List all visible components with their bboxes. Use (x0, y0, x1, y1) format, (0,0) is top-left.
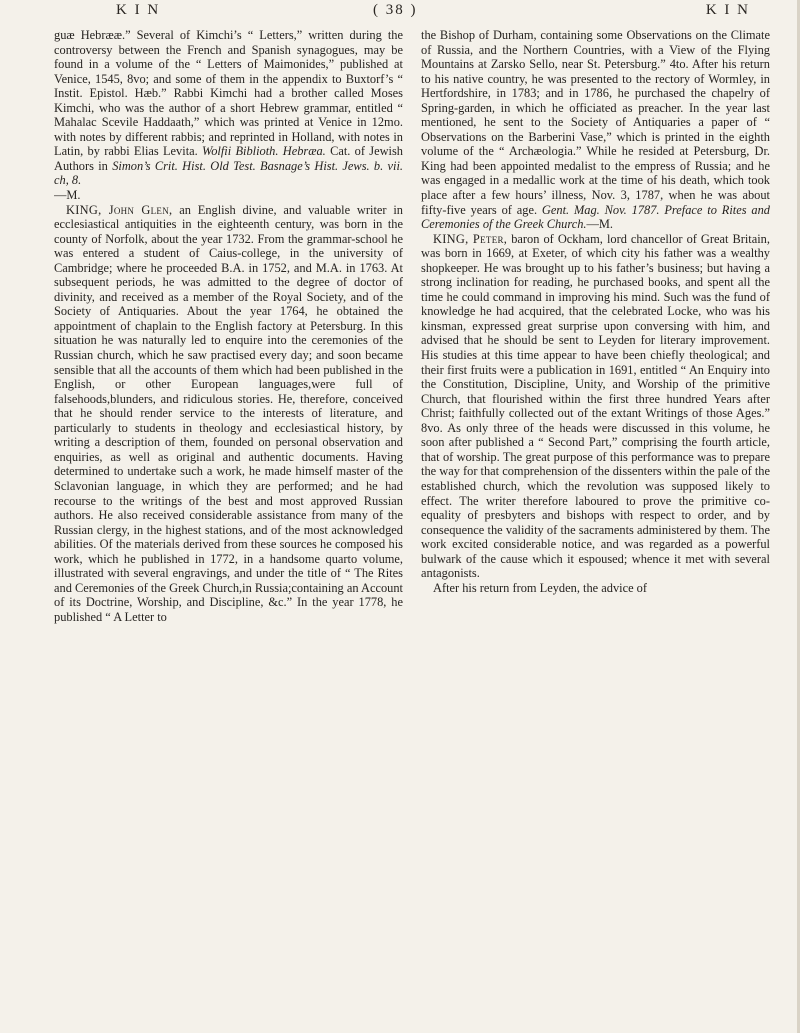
left-column (54, 28, 403, 1028)
text-columns (54, 28, 770, 1028)
kimchi-citation: Wolfii Biblioth. Hebræa. (202, 144, 326, 159)
page-number: ( 38 ) (373, 2, 418, 18)
king-peter-entry (421, 232, 770, 581)
running-head-left: K I N (116, 2, 161, 18)
king-john-glen-citation: Gent. Mag. Nov. 1787. Preface to Rites and Ceremonies of the Greek Church. (421, 202, 770, 232)
running-head (60, 2, 760, 24)
king-peter-continued-text: After his return from Leyden, the advice of (433, 580, 647, 595)
king-john-glen-continued (421, 28, 770, 232)
running-head-right: K I N (705, 2, 750, 18)
kimchi-entry-text: guæ Hebrææ.” Several of Kimchi’s “ Letters,” written during the controversy between the French and Spanish synagogues, may be found in a volume of the “ Letters of Maimonides,” published at Venice, 1545, 8vo; and some of them in the appendix to Buxtorf’s “ Instit. Epistol. Hæb.” Rabbi Kimchi had a brother called Moses Kimchi, who was the author of a short Hebrew grammar, entitled “ Mahalac Scevile Haddaath,” which was printed at Venice in 12mo. with notes by different rabbis; and reprinted in Holland, with notes in Latin, by rabbi Elias Levita. (54, 28, 403, 159)
king-john-glen-entry (54, 203, 403, 625)
king-peter-continued (421, 581, 770, 596)
king-john-glen-signature: —M. (586, 217, 614, 232)
king-john-glen-text: an English divine, and valuable writer in ecclesiastical antiquities in the eighteenth century, was born in the county of Norfolk, about the year 1732. From the grammar-school he was entered a student of Caius-college, in the university of Cambridge; where he proceeded B.A. in 1752, and M.A. in 1763. At subsequent periods, he was admitted to the degree of doctor of divinity, and received as a member of the Royal Society, and of the Society of Antiquaries. About the year 1764, he obtained the appointment of chaplain to the English factory at Petersburg. In this situation he was naturally led to enquire into the ceremonies of the Russian church, which he saw practised every day; and soon became sensible that all the accounts of them which had been published in the English, or other European languages,were full of falsehoods,blunders, and ridiculous stories. He, therefore, conceived that he should render service to the interests of literature, and particularly to students in theology and ecclesiastical history, by writing a description of them, founded on personal observation and enquiries, as well as original and authentic documents. Having determined to undertake such a work, he made himself master of the Sclavonian language, in which they are performed; and he had recourse to the writings of the best and most approved Russian authors. He also received considerable assistance from many of the Russian clergy, in the highest stations, and of the most acknowledged abilities. Of the materials derived from these sources he composed his work, which he published in 1772, in a handsome quarto volume, illustrated with several engravings, and under the title of “ The Rites and Ceremonies of the Greek Church,in Russia;containing an Account of its Doctrine, Worship, and Discipline, &c.” In the year 1778, he published “ A Letter to (54, 202, 403, 624)
king-peter-headword: KING, Peter, (433, 231, 508, 246)
kimchi-citation-tail: Cat. of Jewish Authors in (54, 144, 403, 173)
kimchi-signature: —M. (54, 188, 81, 203)
king-john-glen-headword: KING, John Glen, (66, 202, 173, 217)
right-column (421, 28, 770, 1028)
king-john-glen-continued-text: the Bishop of Durham, containing some Observations on the Climate of Russia, and the Northern Countries, with a View of the Flying Mountains at Zarsko Sello, near St. Petersburg.” 4to. After his return to his native country, he was presented to the rectory of Wormley, in Hertfordshire, in 1783; and in 1786, he purchased the chapelry of Spring-garden, in which he officiated as preacher. In the year last mentioned, he sent to the Society of Antiquaries a paper of “ Observations on the Barberini Vase,” which is printed in the eighth volume of the “ Archæologia.” While he resided at Petersburg, Dr. King had been appointed medalist to the empress of Russia; and he was engaged in a medallic work at the time of his death, which took place after a few hours’ illness, Nov. 3, 1787, when he was about fifty-five years of age. (421, 28, 770, 217)
kimchi-entry-tail (54, 28, 403, 203)
kimchi-citation-2: Simon’s Crit. Hist. Old Test. Basnage’s Hist. Jews. b. vii. ch, 8. (54, 158, 403, 188)
king-peter-text: baron of Ockham, lord chancellor of Great Britain, was born in 1669, at Exeter, of which city his father was a wealthy shopkeeper. He was brought up to his father’s business; but having a strong inclination for reading, he purchased books, and spent all the time he could command in improving his mind. Such was the fund of knowledge he had acquired, that the celebrated Locke, who was his kinsman, expressed great surprise upon conversing with him, and advised that he should be sent to Leyden for literary improvement. His studies at this time appear to have been chiefly theological; and their first fruits were a publication in 1691, entitled “ An Enquiry into the Constitution, Discipline, Unity, and Worship of the primitive Church, that flourished within the first three hundred Years after Christ; faithfully collected out of the extant Writings of those Ages.” 8vo. As only three of the heads were discussed in this volume, he soon after published a “ Second Part,” comprising the fourth article, that of worship. The great purpose of this performance was to prepare the way for that comprehension of the dissenters within the pale of the established church, which the revolution was supposed likely to effect. The writer therefore laboured to prove the primitive co-equality of presbyters and bishops with respect to order, and by consequence the validity of the sacraments administered by them. The work excited considerable notice, and was regarded as a powerful bulwark of the cause which it espoused; whence it met with several antagonists. (421, 231, 770, 581)
